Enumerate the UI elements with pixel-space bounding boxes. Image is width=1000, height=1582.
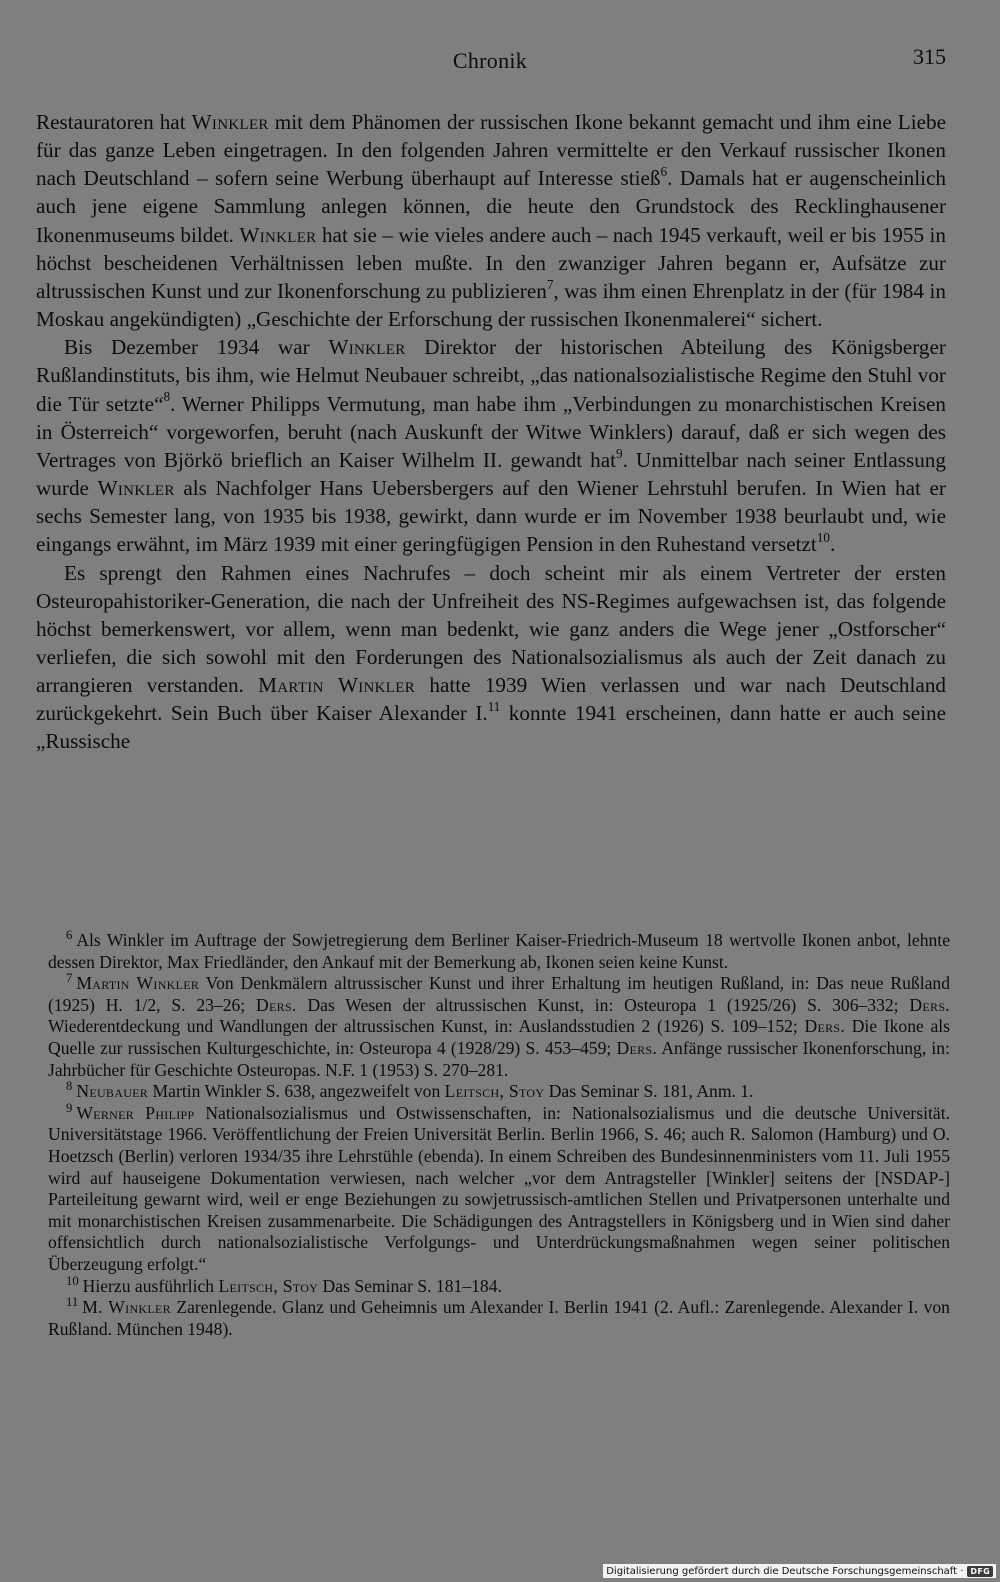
text-run: Von Denkmälern altrussischer Kunst und ihrer Erhaltung im heutigen Rußland, in: Das neue Rußland (1925) H. 1/2, S. 23–26; [48,973,950,1015]
footnote-number: 10 [66,1273,79,1288]
author-name: Ders. [909,994,951,1015]
text-run: als Nachfolger Hans Uebersbergers auf den Wiener Lehrstuhl berufen. In Wien hat er sechs Semester lang, von 1935 bis 1938, gewirkt, dann wurde er im November 1938 beurlaubt und, wie eingangs erwähnt, im März 1939 mit einer geringfügigen Pension in den Ruhestand versetzt [36,476,946,557]
author-name: Winkler [239,222,317,247]
footnote [48,1273,950,1298]
digitization-credit [603,1564,996,1578]
footnote [48,1081,950,1103]
text-run: konnte 1941 erscheinen, dann hatte er auch seine „Russische [36,701,946,754]
text-run: Wiederentdeckung und Wandlungen der altrussischen Kunst, in: Auslandsstudien 2 (1926) S. 109–152; [48,1016,805,1037]
text-run: Als Winkler im Auftrage der Sowjetregierung dem Berliner Kaiser-Friedrich-Museum 18 wertvolle Ikonen anbot, lehnte dessen Direktor, Max Friedländer, den Ankauf mit der Bemerkung ab, Ikonen seien keine Kunst. [48,930,950,972]
body-paragraph [36,333,946,558]
footnote-number: 9 [66,1100,73,1115]
footnote [48,1100,950,1276]
text-run: . Unmittelbar nach seiner Entlassung wurde [36,447,946,501]
footnotes-section [48,930,950,1340]
text-run: Das Seminar S. 181–184. [318,1275,502,1296]
footnote-reference: 8 [163,389,171,405]
footnote-reference: 10 [816,529,830,545]
author-name: Leitsch, Stoy [444,1081,545,1102]
footnote [48,1297,950,1340]
running-header-title: Chronik [452,48,528,73]
text-run: Das Wesen der altrussischen Kunst, in: Osteuropa 1 (1925/26) S. 306–332; [296,994,910,1015]
text-run: Die Ikone als Quelle zur russischen Kulturgeschichte, in: Osteuropa 4 (1928/29) S. 453–459; [48,1016,951,1058]
author-name: Martin Winkler [76,973,200,994]
author-name: Martin Winkler [258,673,416,698]
footnote-number: 7 [66,971,73,986]
text-run: , was ihm einen Ehrenplatz in der (für 1984 in Moskau angekündigten) „Geschichte der Erforschung der russischen Ikonenmalerei“ sichert. [36,278,946,332]
footnote [48,973,950,1081]
author-name: M. Winkler [82,1297,171,1318]
author-name: Winkler [97,476,175,501]
text-run: Restauratoren hat [36,110,192,134]
author-name: Ders. [804,1016,846,1037]
footnote-number: 8 [66,1079,73,1094]
author-name: Winkler [328,335,406,360]
text-run: hat sie – wie vieles andere auch – nach 1945 verkauft, weil er bis 1955 in höchst bescheidenen Verhältnissen leben mußte. In den zwanziger Jahren begann er, Aufsätze zur altrussischen Kunst und zur Ikonenforschung zu publizieren [36,222,946,303]
footnote-number: 6 [66,928,73,943]
author-name: Leitsch, Stoy [218,1275,319,1296]
text-run: . [829,532,836,557]
author-name: Neubauer [76,1081,149,1102]
author-name: Ders. [256,994,297,1015]
credit-text: Digitalisierung gefördert durch die Deutsche Forschungsgemeinschaft · [606,1565,964,1577]
author-name: Winkler [191,110,269,134]
text-run: Bis Dezember 1934 war [64,335,329,360]
text-run: Nationalsozialismus und Ostwissenschaften, in: Nationalsozialismus und die deutsche Universität. Universitätstage 1966. Veröffentlichung der Freien Universität Berlin. Berlin 1966, S. 46; auch R. Salomon (Hamburg) und O. Hoetzsch (Berlin) verloren 1934/35 ihre Lehrstühle (ebenda). In einem Schreiben des Bundesinnenministers vom 11. Juli 1955 wird auf hauseigene Dokumentation verwiesen, nach welcher „vor dem Antragsteller [Winkler] seitens der [NSDAP-] Parteileitung gewarnt wird, weil er enge Beziehungen zu sowjetrussisch-amtlichen Stellen und Privatpersonen unterhalte und mit monarchistischen Kreisen zusammenarbeite. Die Schädigungen des Antragstellers in Königsberg und in Wien sind daher offensichtlich durch nationalsozialistische Verfolgungs- und Unterdrückungsmaßnahmen wegen seiner politischen Überzeugung erfolgt.“ [48,1102,950,1274]
text-run: Direktor der historischen Abteilung des Königsberger Rußlandinstituts, bis ihm, wie Helmut Neubauer schreibt, „das nationalsozialistische Regime den Stuhl vor die Tür setzte“ [36,335,946,416]
dfg-logo-icon: DFG [967,1566,993,1577]
text-run: hatte 1939 Wien verlassen und war nach Deutschland zurückgekehrt. Sein Buch über Kaiser Alexander I. [36,673,947,726]
footnote-reference: 6 [660,163,668,179]
text-run: Anfänge russischer Ikonenforschung, in: Jahrbücher für Geschichte Osteuropas. N.F. 1 (1953) S. 270–281. [48,1037,950,1080]
text-run: Martin Winkler S. 638, angezweifelt von [148,1081,445,1102]
body-paragraph [36,108,946,333]
footnote-reference: 7 [546,276,554,292]
text-run: Das Seminar S. 181, Anm. 1. [544,1081,754,1102]
footnote [48,930,950,973]
text-run: . Damals hat er augenscheinlich auch jene eigene Sammlung anlegen können, die heute den Grundstock des Recklinghausener Ikonenmuseums bildet. [36,166,946,247]
footnote-reference: 11 [487,698,501,714]
footnote-number: 11 [66,1295,79,1310]
text-run: . Werner Philipps Vermutung, man habe ihm „Verbindungen zu monarchistischen Kreisen in Österreich“ vorgeworfen, beruht (nach Auskunft der Witwe Winklers) darauf, daß er sich wegen des Vertrages von Björkö brieflich an Kaiser Wilhelm II. gewandt hat [36,391,946,472]
text-run: Zarenlegende. Glanz und Geheimnis um Alexander I. Berlin 1941 (2. Aufl.: Zarenlegende. Alexander I. von Rußland. München 1948). [48,1297,950,1339]
main-body-text [36,108,946,756]
author-name: Ders. [616,1037,658,1058]
page-number: 315 [913,44,946,69]
footnote-reference: 9 [616,445,623,461]
author-name: Werner Philipp [76,1102,195,1123]
body-paragraph [36,559,946,756]
text-run: Hierzu ausführlich [82,1275,219,1296]
text-run: Es sprengt den Rahmen eines Nachrufes – doch scheint mir als einem Vertreter der ersten Osteuropahistoriker-Generation, die nach der Unfreiheit des NS-Regimes aufgewachsen ist, das folgende höchst bemerkenswert, vor allem, wenn man bedenkt, wie ganz anders die Wege jener „Ostforscher“ verliefen, die sich sowohl mit den Forderungen des Nationalsozialismus als auch der Zeit danach zu arrangieren verstanden. [36,560,946,698]
text-run: mit dem Phänomen der russischen Ikone bekannt gemacht und ihm eine Liebe für das ganze Leben eingetragen. In den folgenden Jahren vermittelte er den Verkauf russischer Ikonen nach Deutschland – sofern seine Werbung überhaupt auf Interesse stieß [36,110,946,191]
